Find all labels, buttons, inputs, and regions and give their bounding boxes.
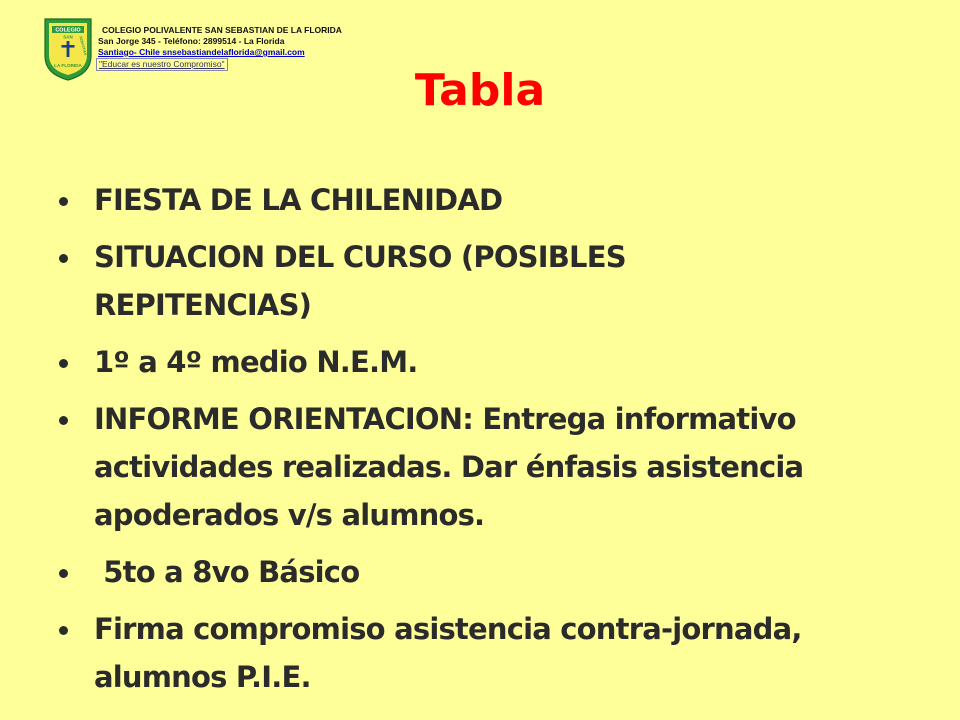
bullet-text: FIESTA DE LA CHILENIDAD (94, 183, 503, 217)
school-name: COLEGIO POLIVALENTE SAN SEBASTIAN DE LA FLORIDA (102, 25, 342, 35)
bullet-item (56, 176, 936, 224)
school-address: San Jorge 345 - Teléfono: 2899514 - La Florida (98, 36, 285, 46)
slide-title: Tabla (414, 65, 546, 116)
bullet-text: 1º a 4º medio N.E.M. (94, 345, 418, 379)
bullet-item (56, 233, 936, 329)
bullet-list (56, 176, 936, 710)
bullet-text: 5to a 8vo Básico (94, 555, 360, 589)
bullet-text: SITUACION DEL CURSO (POSIBLES REPITENCIAS) (94, 240, 626, 322)
bullet-item (56, 605, 936, 701)
logo-text-san: SAN (63, 34, 73, 40)
bullet-item (56, 338, 936, 386)
logo-text-la-florida: LA FLORIDA (54, 63, 82, 68)
bullet-text: INFORME ORIENTACION: Entrega informativo actividades realizadas. Dar énfasis asistencia apoderados v/s alumnos. (94, 402, 804, 532)
bullet-dot-icon (59, 359, 68, 368)
bullet-dot-icon (59, 569, 68, 578)
bullet-dot-icon (59, 197, 68, 206)
bullet-dot-icon (59, 626, 68, 635)
bullet-dot-icon (59, 254, 68, 263)
bullet-text: Firma compromiso asistencia contra-jornada, alumnos P.I.E. (94, 612, 802, 694)
bullet-dot-icon (59, 416, 68, 425)
school-motto: "Educar es nuestro Compromiso" (96, 58, 228, 71)
bullet-item (56, 395, 936, 539)
bullet-item (56, 548, 936, 596)
school-email-link[interactable]: Santiago- Chile snsebastiandelaflorida@gmail.com (98, 47, 305, 57)
logo-text-colegio: COLEGIO (55, 27, 81, 34)
logo-text-sebastian: SEBASTIAN (78, 35, 88, 56)
